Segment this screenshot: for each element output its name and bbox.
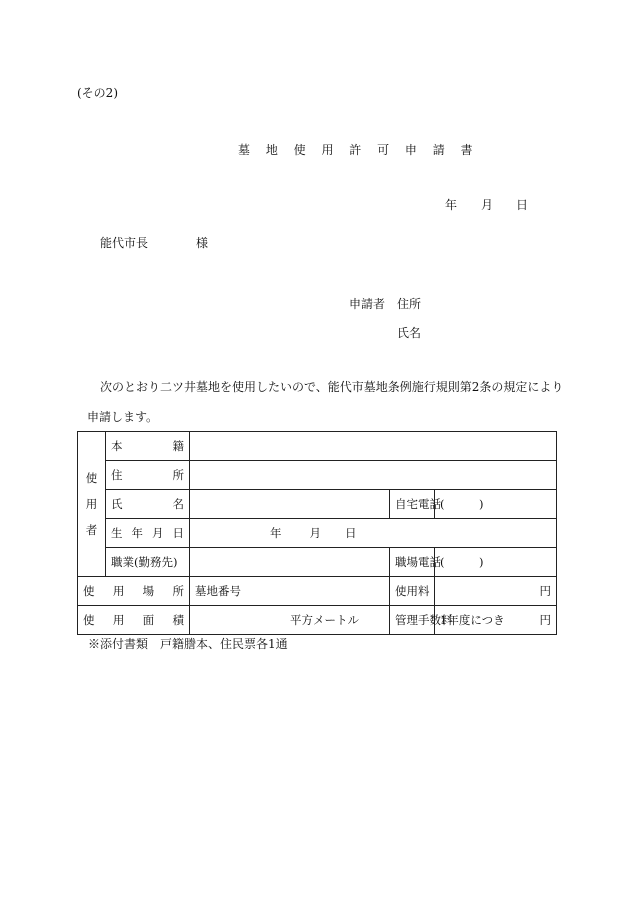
- table-row: [78, 577, 557, 606]
- table-row: [78, 606, 557, 635]
- table-row: [78, 490, 557, 519]
- page-title: 墓 地 使 用 許 可 申 請 書: [238, 143, 479, 157]
- fee-unit: 円: [539, 584, 551, 598]
- applicant-label: 申請者: [349, 297, 386, 311]
- date-day: 日: [516, 198, 529, 212]
- location-label: 使用場所: [78, 577, 190, 606]
- plot-number-label: 墓地番号: [195, 584, 241, 598]
- name-field[interactable]: [190, 490, 390, 519]
- table-row: [78, 461, 557, 490]
- date-year: 年: [445, 198, 458, 212]
- table-row: [78, 519, 557, 548]
- honseki-field[interactable]: [190, 432, 557, 461]
- birth-year: 年: [270, 526, 282, 540]
- table-row: [78, 432, 557, 461]
- applicant-address-label: 住所: [397, 297, 422, 311]
- footnote: ※添付書類 戸籍謄本、住民票各1通: [88, 637, 288, 651]
- body-text-line2: 申請します。: [87, 410, 159, 424]
- address-label: 住所: [106, 461, 190, 490]
- fee-field[interactable]: [435, 577, 557, 606]
- address-field[interactable]: [190, 461, 557, 490]
- form-number: (その2): [77, 86, 118, 100]
- application-table: [77, 431, 557, 635]
- applicant-name-label: 氏名: [397, 326, 422, 340]
- birthdate-label: 生年月日: [106, 519, 190, 548]
- body-text-line1: 次のとおり二ツ井墓地を使用したいので、能代市墓地条例施行規則第2条の規定により: [100, 380, 564, 394]
- area-field[interactable]: [190, 606, 390, 635]
- area-unit: 平方メートル: [290, 613, 359, 627]
- home-phone-label: 自宅電話: [390, 490, 435, 519]
- work-phone-label: 職場電話: [390, 548, 435, 577]
- management-fee-field[interactable]: [435, 606, 557, 635]
- fee-label: 使用料: [390, 577, 435, 606]
- honseki-label: 本籍: [106, 432, 190, 461]
- addressee-honorific: 様: [196, 236, 209, 250]
- table-row: [78, 548, 557, 577]
- date-month: 月: [481, 198, 494, 212]
- management-fee-prefix: 1年度につき: [440, 613, 505, 627]
- management-fee-label: 管理手数料: [390, 606, 435, 635]
- occupation-label: 職業(勤務先): [106, 548, 190, 577]
- birth-day: 日: [345, 526, 357, 540]
- addressee-name: 能代市長: [100, 236, 149, 250]
- birth-month: 月: [309, 526, 321, 540]
- home-phone-field[interactable]: ( ): [435, 490, 557, 519]
- management-fee-unit: 円: [539, 613, 551, 627]
- name-label: 氏名: [106, 490, 190, 519]
- occupation-field[interactable]: [190, 548, 390, 577]
- work-phone-field[interactable]: ( ): [435, 548, 557, 577]
- plot-number-field[interactable]: [190, 577, 390, 606]
- user-group-label: 使 用 者: [78, 432, 106, 577]
- birthdate-field[interactable]: [190, 519, 557, 548]
- area-label: 使用面積: [78, 606, 190, 635]
